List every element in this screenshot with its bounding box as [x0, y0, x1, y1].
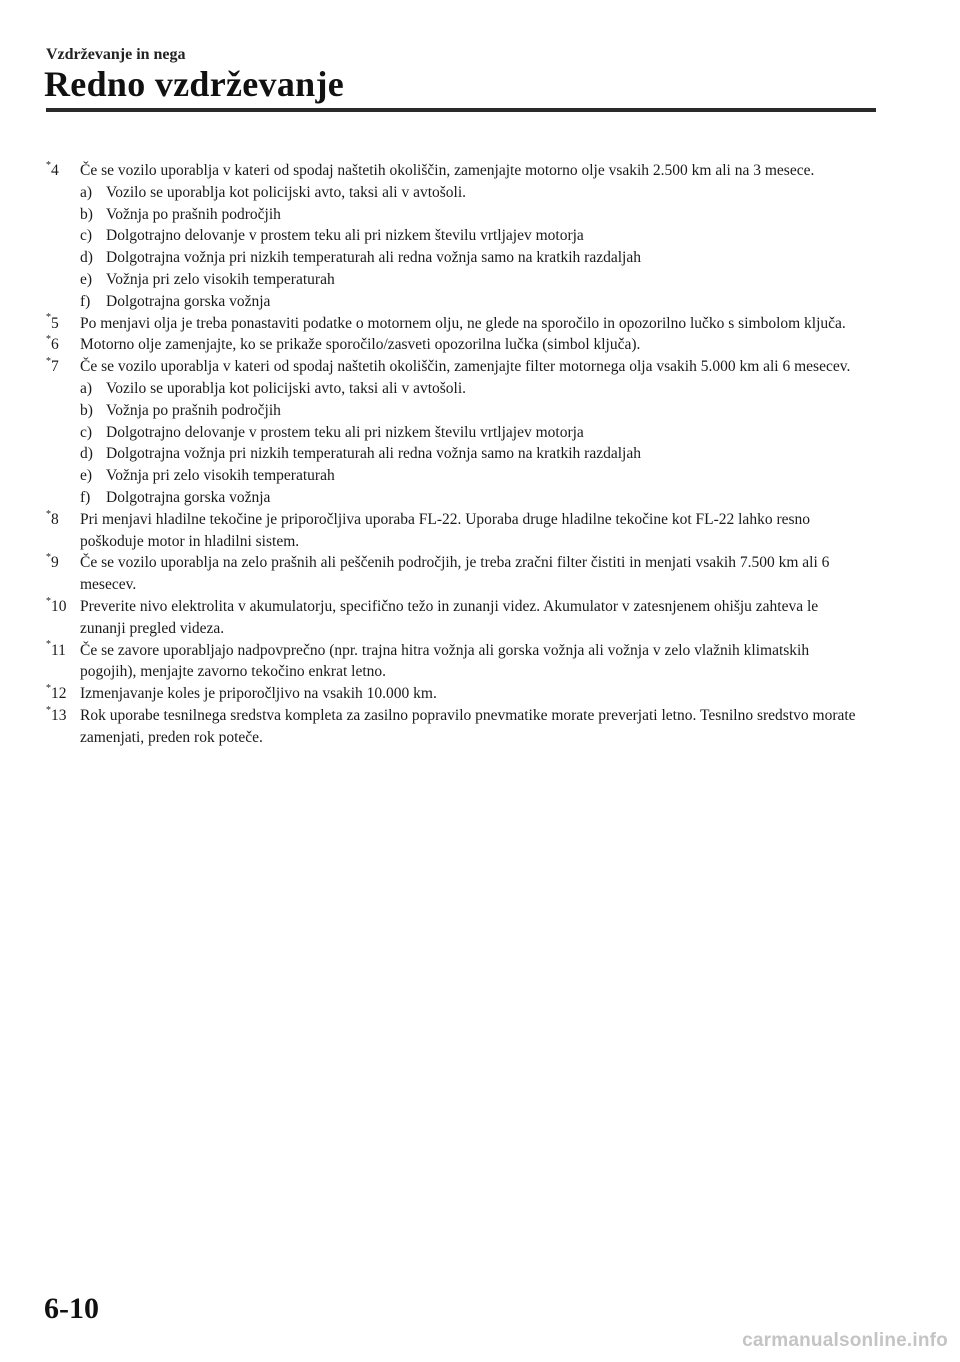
- sub-item-text: Vožnja pri zelo visokih temperaturah: [106, 467, 335, 485]
- footnote: [46, 705, 866, 749]
- footnote: [46, 509, 866, 553]
- asterisk-mark: *: [46, 159, 51, 171]
- footnote-number-text: 9: [51, 554, 59, 572]
- sub-item-letter: a): [80, 183, 93, 201]
- footnote-text: Izmenjavanje koles je priporočljivo na vsakih 10.000 km.: [80, 685, 437, 703]
- sub-item: [80, 269, 866, 291]
- footnote: [46, 552, 866, 596]
- sub-item-text: Vožnja po prašnih področjih: [106, 401, 281, 419]
- asterisk-mark: *: [46, 704, 51, 716]
- sub-item: [80, 487, 866, 509]
- footnote: [46, 356, 866, 509]
- footnote: [46, 683, 866, 705]
- footnote-text: Motorno olje zamenjajte, ko se prikaže sporočilo/zasveti opozorilna lučka (simbol ključa).: [80, 336, 641, 354]
- sub-item-letter: d): [80, 445, 93, 463]
- footnote: [46, 334, 866, 356]
- footnote-text: Pri menjavi hladilne tekočine je priporočljiva uporaba FL-22. Uporaba druge hladilne tekočine kot FL-22 lahko resno poškoduje motor in hladilni sistem.: [80, 510, 811, 550]
- footnote-number: [46, 313, 80, 335]
- footnote-text: Če se vozilo uporablja na zelo prašnih ali peščenih področjih, je treba zračni filter čistiti in menjati vsakih 7.500 km ali 6 mesecev.: [80, 554, 830, 594]
- sub-item: [80, 400, 866, 422]
- footnote-number: [46, 705, 80, 727]
- asterisk-mark: *: [46, 682, 51, 694]
- footnote-number: [46, 683, 80, 705]
- page-title: Redno vzdrževanje: [44, 64, 345, 104]
- asterisk-mark: *: [46, 312, 51, 324]
- title-rule: [46, 108, 876, 112]
- sub-item-letter: e): [80, 467, 93, 485]
- footnote-text: Če se zavore uporabljajo nadpovprečno (npr. trajna hitra vožnja ali gorska vožnja ali vožnja v zelo vlažnih klimatskih pogojih), menjajte zavorno tekočino enkrat letno.: [80, 641, 810, 681]
- footnote-number-text: 7: [51, 358, 59, 376]
- sub-item: [80, 291, 866, 313]
- footnote-number-text: 11: [51, 641, 66, 659]
- sub-item-letter: c): [80, 423, 93, 441]
- footnote-number-text: 8: [51, 510, 59, 528]
- footnote-body: [80, 313, 866, 335]
- footnote-text: Preverite nivo elektrolita v akumulatorju, specifično težo in zunanji videz. Akumulator v zatesnjenem ohišju zahteva le zunanji pregled videza.: [80, 597, 819, 637]
- sub-item-letter: b): [80, 205, 93, 223]
- footnote: [46, 640, 866, 684]
- asterisk-mark: *: [46, 552, 51, 564]
- footnote-number: [46, 334, 80, 356]
- sub-item: [80, 247, 866, 269]
- sub-item: [80, 182, 866, 204]
- sub-item-text: Vožnja pri zelo visokih temperaturah: [106, 270, 335, 288]
- sub-item-text: Dolgotrajna gorska vožnja: [106, 488, 271, 506]
- sub-item: [80, 465, 866, 487]
- footnote-number-text: 13: [51, 706, 67, 724]
- footnote-body: [80, 683, 866, 705]
- asterisk-mark: *: [46, 334, 51, 346]
- footnote-body: [80, 552, 866, 596]
- footnote-number-text: 12: [51, 685, 67, 703]
- footnote: [46, 596, 866, 640]
- footnote-number-text: 6: [51, 336, 59, 354]
- footnote-text: Po menjavi olja je treba ponastaviti podatke o motornem olju, ne glede na sporočilo in opozorilno lučko s simbolom ključa.: [80, 314, 846, 332]
- footnote-text: Če se vozilo uporablja v kateri od spodaj naštetih okoliščin, zamenjajte motorno olje vsakih 2.500 km ali na 3 mesece.: [80, 162, 815, 179]
- sub-item-text: Dolgotrajna gorska vožnja: [106, 292, 271, 310]
- footnote-number: [46, 552, 80, 574]
- sub-item-text: Dolgotrajno delovanje v prostem teku ali pri nizkem številu vrtljajev motorja: [106, 227, 584, 245]
- sub-item-text: Dolgotrajno delovanje v prostem teku ali pri nizkem številu vrtljajev motorja: [106, 423, 584, 441]
- sub-item: [80, 443, 866, 465]
- footnote-body: [80, 334, 866, 356]
- sub-item-letter: a): [80, 379, 93, 397]
- footnote: [46, 313, 866, 335]
- footnote: [46, 160, 866, 313]
- asterisk-mark: *: [46, 508, 51, 520]
- asterisk-mark: *: [46, 639, 51, 651]
- asterisk-mark: *: [46, 356, 51, 368]
- sub-item-letter: f): [80, 292, 91, 310]
- footnote-body: [80, 356, 866, 509]
- sub-item: [80, 225, 866, 247]
- footnote-number: [46, 596, 80, 618]
- asterisk-mark: *: [46, 595, 51, 607]
- footnotes-list: [46, 160, 866, 749]
- footnote-text: Rok uporabe tesnilnega sredstva kompleta za zasilno popravilo pnevmatike morate preverjati letno. Tesnilno sredstvo morate zamenjati, preden rok poteče.: [80, 706, 856, 746]
- sub-item-letter: f): [80, 488, 91, 506]
- sub-item-letter: b): [80, 401, 93, 419]
- footnote-number: [46, 356, 80, 378]
- sub-item-text: Dolgotrajna vožnja pri nizkih temperaturah ali redna vožnja samo na kratkih razdaljah: [106, 249, 641, 267]
- footnote-body: [80, 705, 866, 749]
- footnote-body: [80, 596, 866, 640]
- footnote-number-text: 10: [51, 597, 67, 615]
- section-label: Vzdrževanje in nega: [46, 46, 186, 63]
- sub-item-text: Vozilo se uporablja kot policijski avto, taksi ali v avtošoli.: [106, 379, 467, 397]
- sub-item: [80, 204, 866, 226]
- footnote-number: [46, 640, 80, 662]
- footnote-body: [80, 160, 866, 313]
- sub-item-letter: c): [80, 227, 93, 245]
- footnote-number-text: 5: [51, 314, 59, 332]
- footnote-text: Če se vozilo uporablja v kateri od spodaj naštetih okoliščin, zamenjajte filter motornega olja vsakih 5.000 km ali 6 mesecev.: [80, 358, 851, 376]
- sub-item: [80, 378, 866, 400]
- sub-item-text: Vozilo se uporablja kot policijski avto, taksi ali v avtošoli.: [106, 183, 467, 201]
- footnote-number-text: 4: [51, 162, 59, 179]
- sub-item-text: Dolgotrajna vožnja pri nizkih temperaturah ali redna vožnja samo na kratkih razdaljah: [106, 445, 641, 463]
- sub-item-letter: e): [80, 270, 93, 288]
- sub-item: [80, 422, 866, 444]
- footnote-body: [80, 640, 866, 684]
- footnote-number: [46, 160, 80, 182]
- watermark: carmanualsonline.info: [742, 1330, 948, 1351]
- sub-item-text: Vožnja po prašnih področjih: [106, 205, 281, 223]
- page-number: 6-10: [44, 1292, 99, 1325]
- footnote-body: [80, 509, 866, 553]
- sub-item-letter: d): [80, 249, 93, 267]
- footnote-number: [46, 509, 80, 531]
